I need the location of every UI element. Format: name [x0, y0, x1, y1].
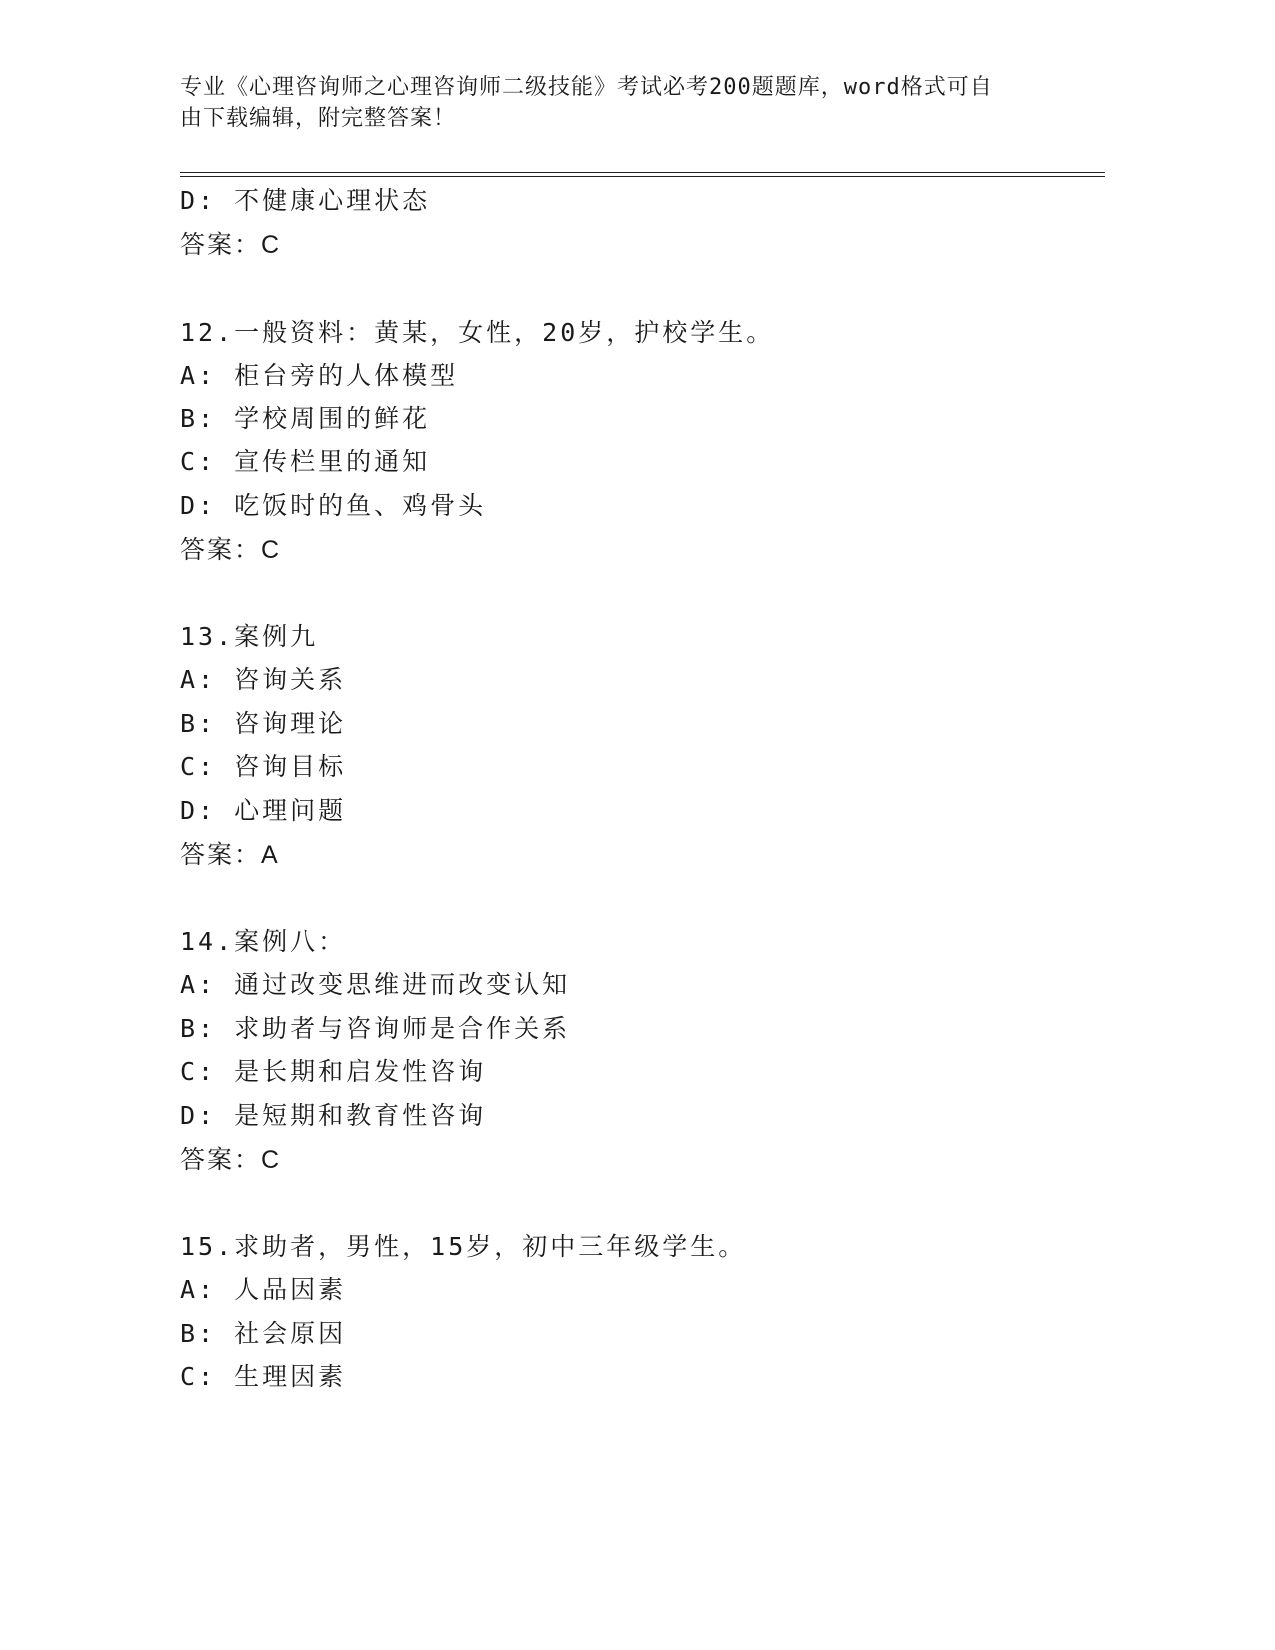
- document-header: [180, 72, 1040, 134]
- question-stem: 13.案例九: [180, 622, 319, 651]
- question-stem: 15.求助者，男性，15岁，初中三年级学生。: [180, 1232, 747, 1261]
- header-divider-top: [180, 172, 1105, 173]
- option-a: A: 人品因素: [180, 1275, 347, 1304]
- option-c: C: 生理因素: [180, 1362, 347, 1391]
- option-a: A: 咨询关系: [180, 665, 347, 694]
- option-b: B: 社会原因: [180, 1319, 347, 1348]
- question-stem: 14.案例八：: [180, 927, 347, 956]
- option-b: B: 咨询理论: [180, 709, 347, 738]
- option-d: D: 吃饭时的鱼、鸡骨头: [180, 491, 487, 520]
- option-c: C: 宣传栏里的通知: [180, 447, 431, 476]
- option-b: B: 学校周围的鲜花: [180, 404, 431, 433]
- answer-line: 答案：A: [180, 841, 280, 869]
- header-line-2: 由下载编辑，附完整答案！: [180, 106, 457, 131]
- answer-line: 答案：C: [180, 231, 282, 259]
- question-stem: 12.一般资料：黄某，女性，20岁，护校学生。: [180, 318, 775, 347]
- option-a: A: 通过改变思维进而改变认知: [180, 970, 571, 999]
- option-c: C: 是长期和启发性咨询: [180, 1057, 487, 1086]
- option-b: B: 求助者与咨询师是合作关系: [180, 1014, 571, 1043]
- header-divider-bottom: [180, 176, 1105, 177]
- option-a: A: 柜台旁的人体模型: [180, 361, 459, 390]
- option-d: D: 是短期和教育性咨询: [180, 1101, 487, 1130]
- option-c: C: 咨询目标: [180, 752, 347, 781]
- option-d: D: 不健康心理状态: [180, 186, 431, 215]
- answer-line: 答案：C: [180, 1146, 282, 1174]
- option-d: D: 心理问题: [180, 796, 347, 825]
- answer-line: 答案：C: [180, 536, 282, 564]
- header-line-1: 专业《心理咨询师之心理咨询师二级技能》考试必考200题题库，word格式可自: [180, 75, 993, 100]
